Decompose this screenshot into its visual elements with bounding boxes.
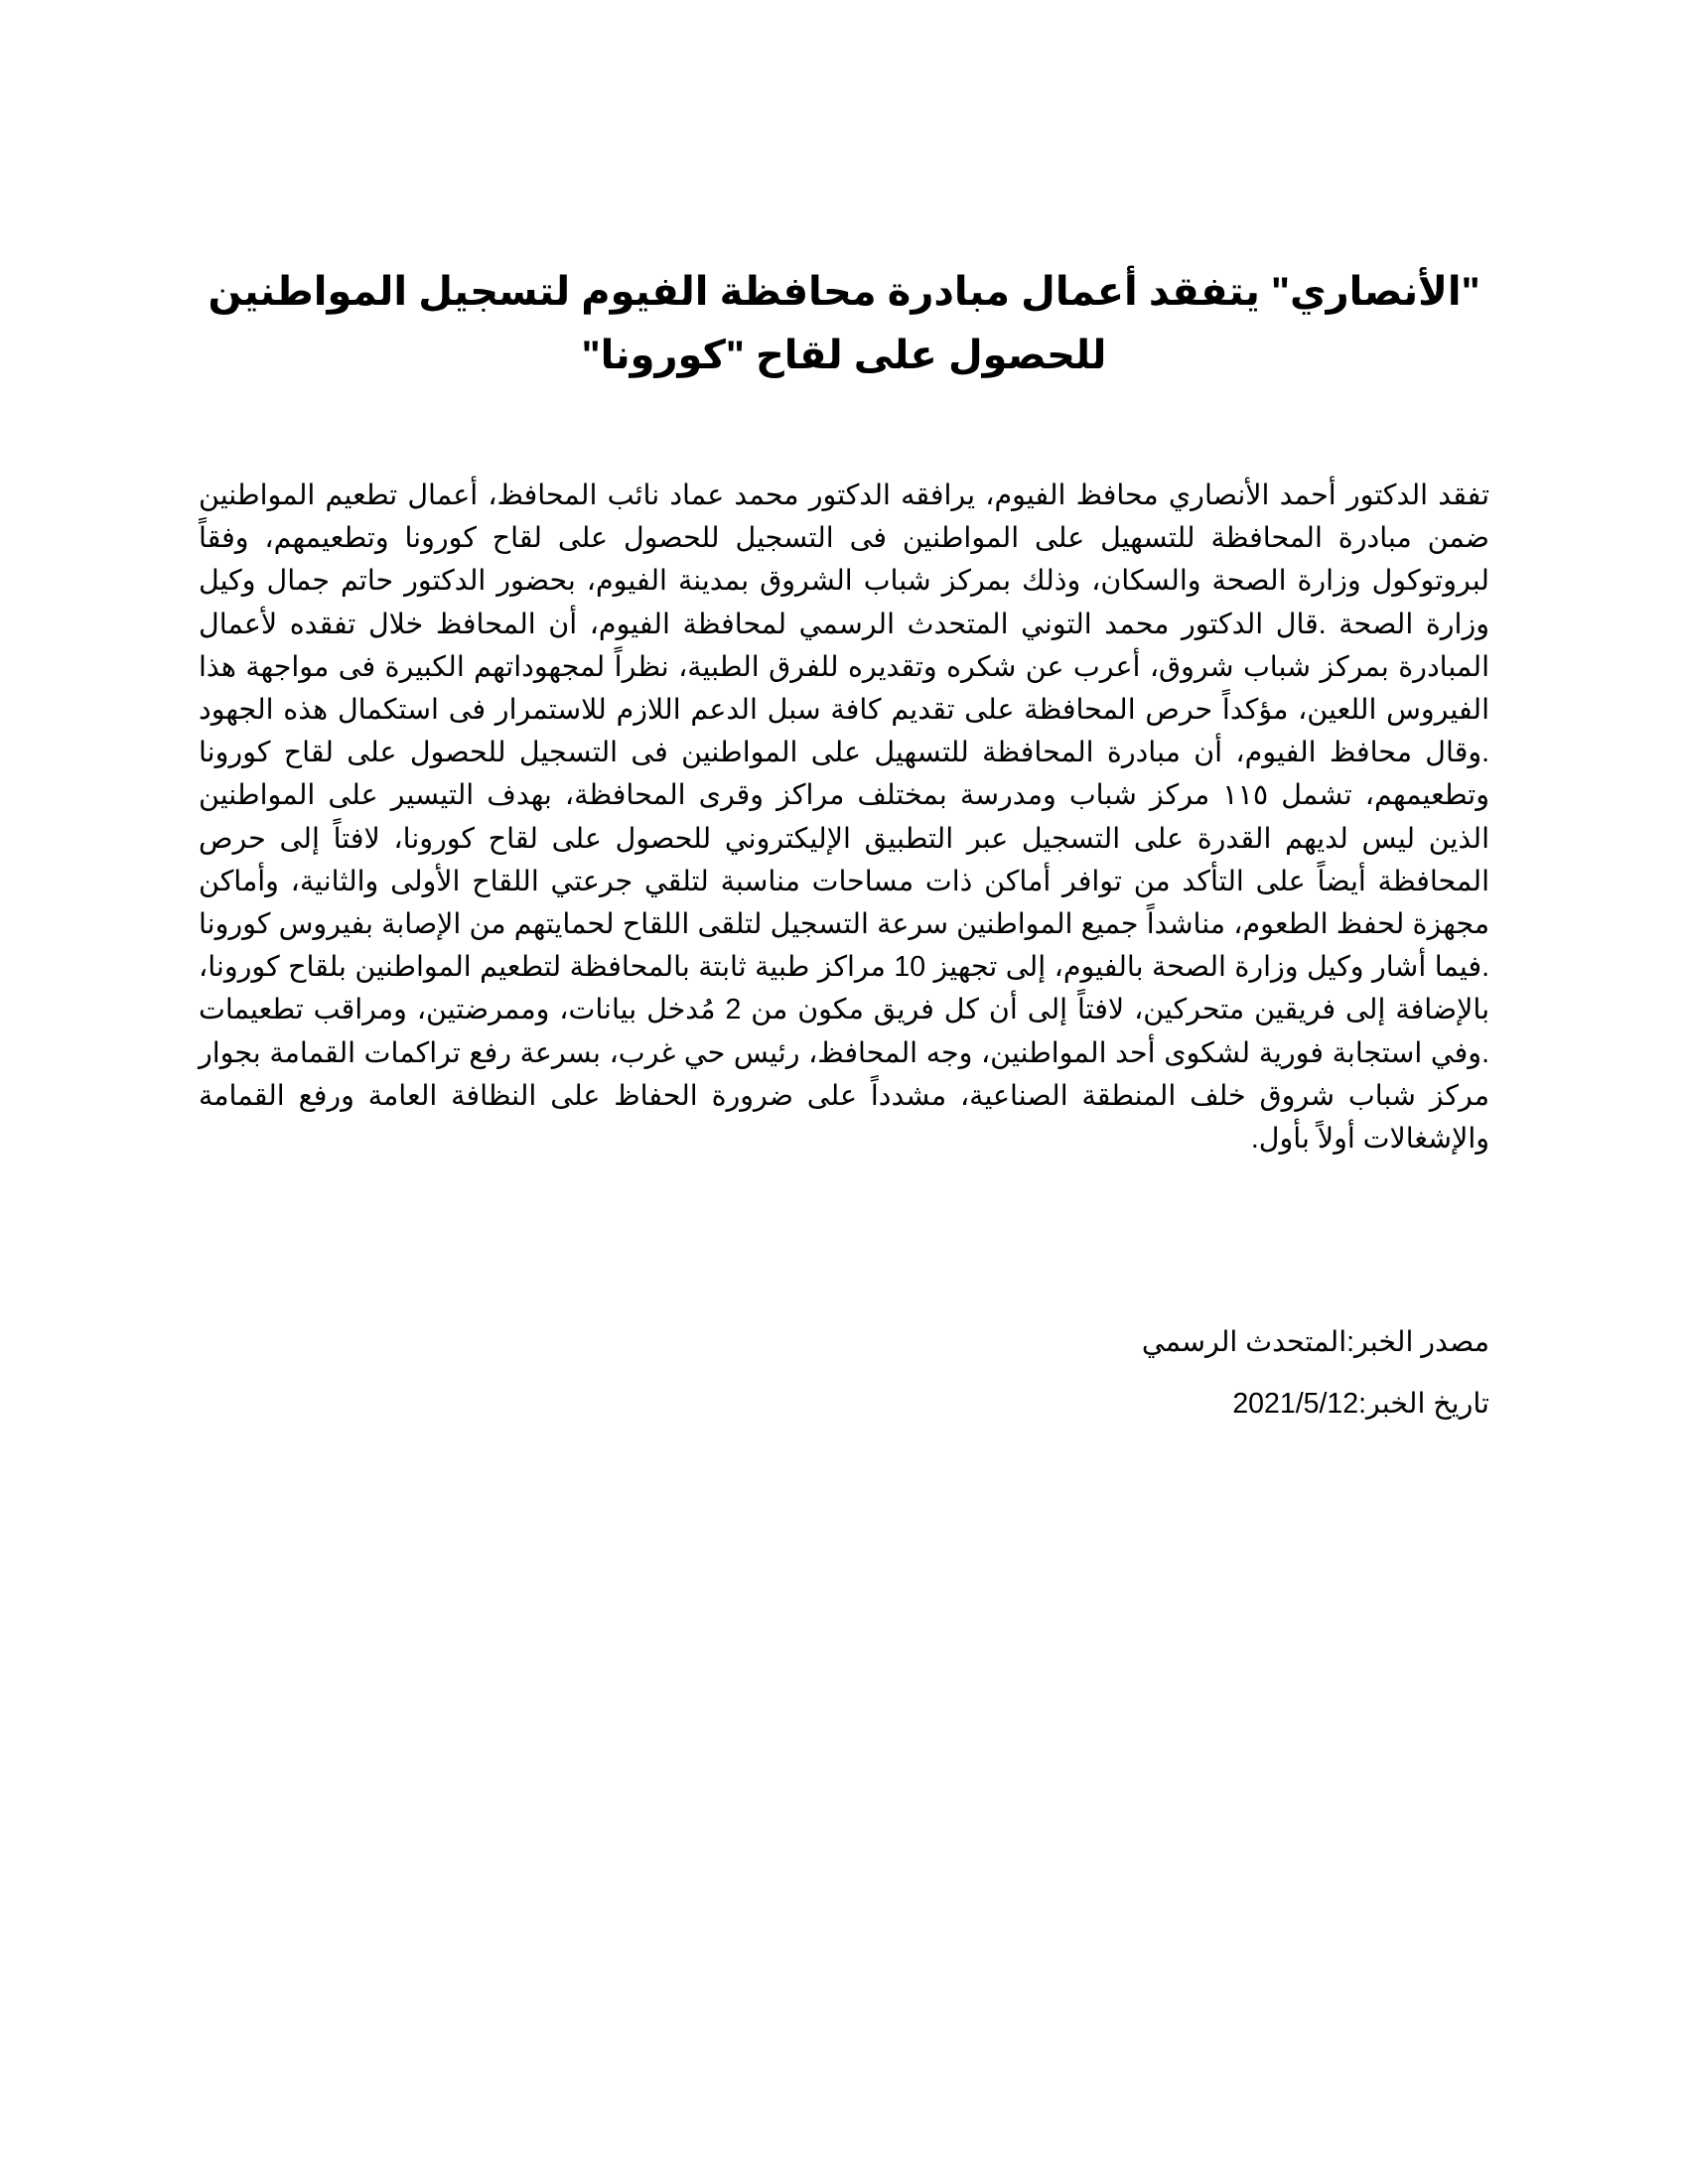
news-date-value: 2021/5/12 [1232,1388,1359,1420]
news-source-label: مصدر الخبر: [1346,1326,1489,1358]
news-date-label: تاريخ الخبر: [1358,1388,1489,1420]
article-title: "الأنصاري" يتفقد أعمال مبادرة محافظة الفيوم لتسجيل المواطنين للحصول على لقاح "كورونا" [208,270,1480,377]
news-source-line [199,1322,1489,1362]
news-date-line [199,1384,1489,1424]
article-body: تفقد الدكتور أحمد الأنصاري محافظ الفيوم، يرافقه الدكتور محمد عماد نائب المحافظ، أعمال تطعيم المواطنين ضمن مبادرة المحافظة للتسهيل على المواطنين فى التسجيل للحصول على لقاح كورونا وتطعيمهم، وفقاً لبروتوكول وزارة الصحة والسكان، وذلك بمركز شباب الشروق بمدينة الفيوم، بحضور الدكتور حاتم جمال وكيل وزارة الصحة .قال الدكتور محمد التوني المتحدث الرسمي لمحافظة الفيوم، أن المحافظ خلال تفقده لأعمال المبادرة بمركز شباب شروق، أعرب عن شكره وتقديره للفرق الطبية، نظراً لمجهوداتهم الكبيرة فى مواجهة هذا الفيروس اللعين، مؤكداً حرص المحافظة على تقديم كافة سبل الدعم اللازم للاستمرار فى استكمال هذه الجهود .وقال محافظ الفيوم، أن مبادرة المحافظة للتسهيل على المواطنين فى التسجيل للحصول على لقاح كورونا وتطعيمهم، تشمل ١١٥ مركز شباب ومدرسة بمختلف مراكز وقرى المحافظة، بهدف التيسير على المواطنين الذين ليس لديهم القدرة على التسجيل عبر التطبيق الإليكتروني للحصول على لقاح كورونا، لافتاً إلى حرص المحافظة أيضاً على التأكد من توافر أماكن ذات مساحات مناسبة لتلقي جرعتي اللقاح الأولى والثانية، وأماكن مجهزة لحفظ الطعوم، مناشداً جميع المواطنين سرعة التسجيل لتلقى اللقاح لحمايتهم من الإصابة بفيروس كورونا .فيما أشار وكيل وزارة الصحة بالفيوم، إلى تجهيز 10 مراكز طبية ثابتة بالمحافظة لتطعيم المواطنين بلقاح كورونا، بالإضافة إلى فريقين متحركين، لافتاً إلى أن كل فريق مكون من 2 مُدخل بيانات، وممرضتين، ومراقب تطعيمات .وفي استجابة فورية لشكوى أحد المواطنين، وجه المحافظ، رئيس حي غرب، بسرعة رفع تراكمات القمامة بجوار مركز شباب شروق خلف المنطقة الصناعية، مشدداً على ضرورة الحفاظ على النظافة العامة ورفع القمامة والإشغالات أولاً بأول. [199,479,1489,1156]
news-source-value: المتحدث الرسمي [1141,1326,1347,1358]
